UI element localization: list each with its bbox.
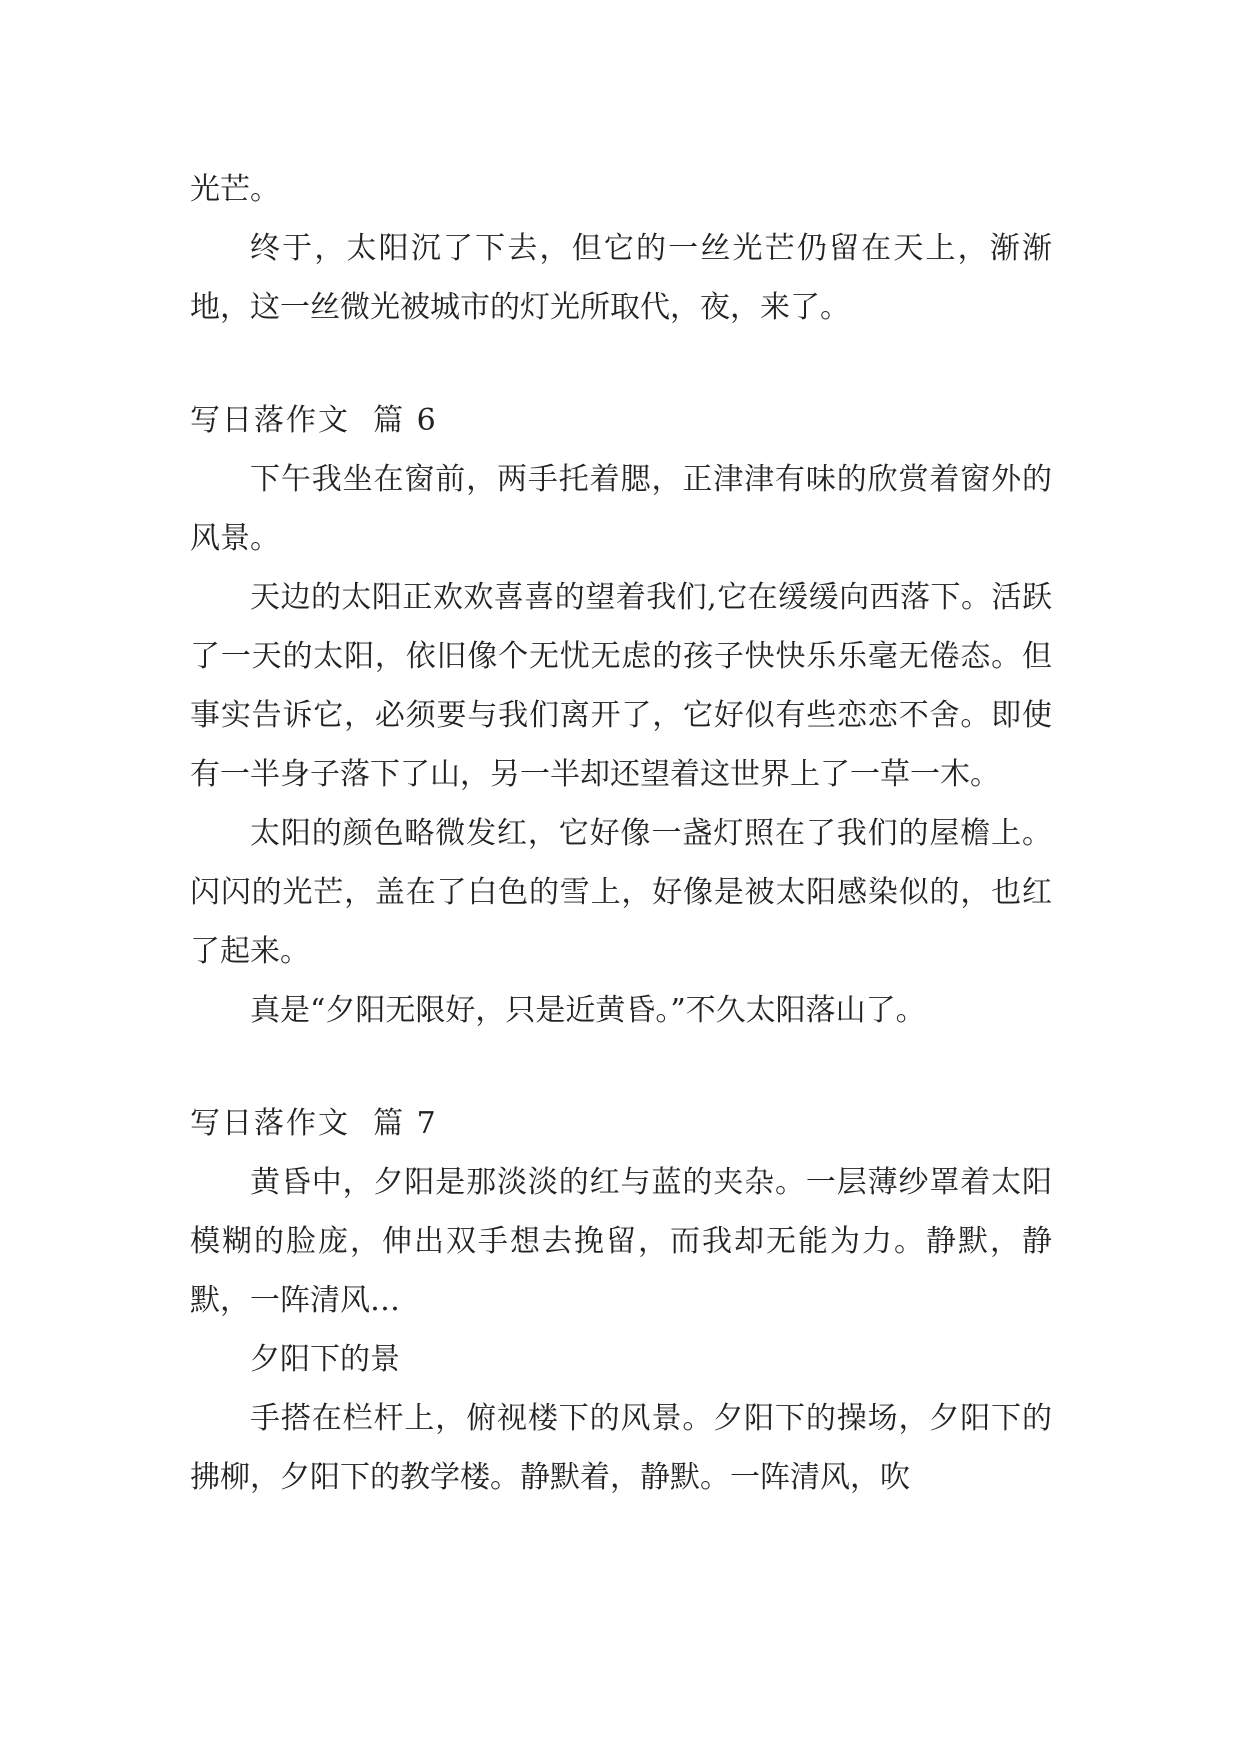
- section-heading-text: 写日落作文 篇 7: [190, 1106, 438, 1141]
- paragraph: 终于，太阳沉了下去，但它的一丝光芒仍留在天上，渐渐地，这一丝微光被城市的灯光所取代，夜，来了。: [190, 231, 1052, 325]
- paragraph: 下午我坐在窗前，两手托着腮，正津津有味的欣赏着窗外的风景。: [190, 462, 1052, 556]
- section-heading: [190, 1094, 1052, 1153]
- section-heading: [190, 391, 1052, 450]
- paragraph: 真是“夕阳无限好，只是近黄昏。”不久太阳落山了。: [250, 993, 926, 1028]
- paragraph: 夕阳下的景: [250, 1342, 400, 1377]
- paragraph: 光芒。: [190, 172, 280, 207]
- paragraph: 手搭在栏杆上，俯视楼下的风景。夕阳下的操场，夕阳下的拂柳，夕阳下的教学楼。静默着，静默。一阵清风，吹: [190, 1401, 1052, 1495]
- section-heading-text: 写日落作文 篇 6: [190, 403, 438, 438]
- paragraph: 黄昏中，夕阳是那淡淡的红与蓝的夹杂。一层薄纱罩着太阳模糊的脸庞，伸出双手想去挽留，而我却无能为力。静默，静默，一阵清风…: [190, 1165, 1052, 1318]
- paragraph: 太阳的颜色略微发红，它好像一盏灯照在了我们的屋檐上。闪闪的光芒，盖在了白色的雪上，好像是被太阳感染似的，也红了起来。: [190, 816, 1052, 969]
- document-body: [190, 160, 1052, 1507]
- paragraph: 天边的太阳正欢欢喜喜的望着我们,它在缓缓向西落下。活跃了一天的太阳，依旧像个无忧无虑的孩子快快乐乐毫无倦态。但事实告诉它，必须要与我们离开了，它好似有些恋恋不舍。即使有一半身子落下了山，另一半却还望着这世界上了一草一木。: [190, 580, 1052, 792]
